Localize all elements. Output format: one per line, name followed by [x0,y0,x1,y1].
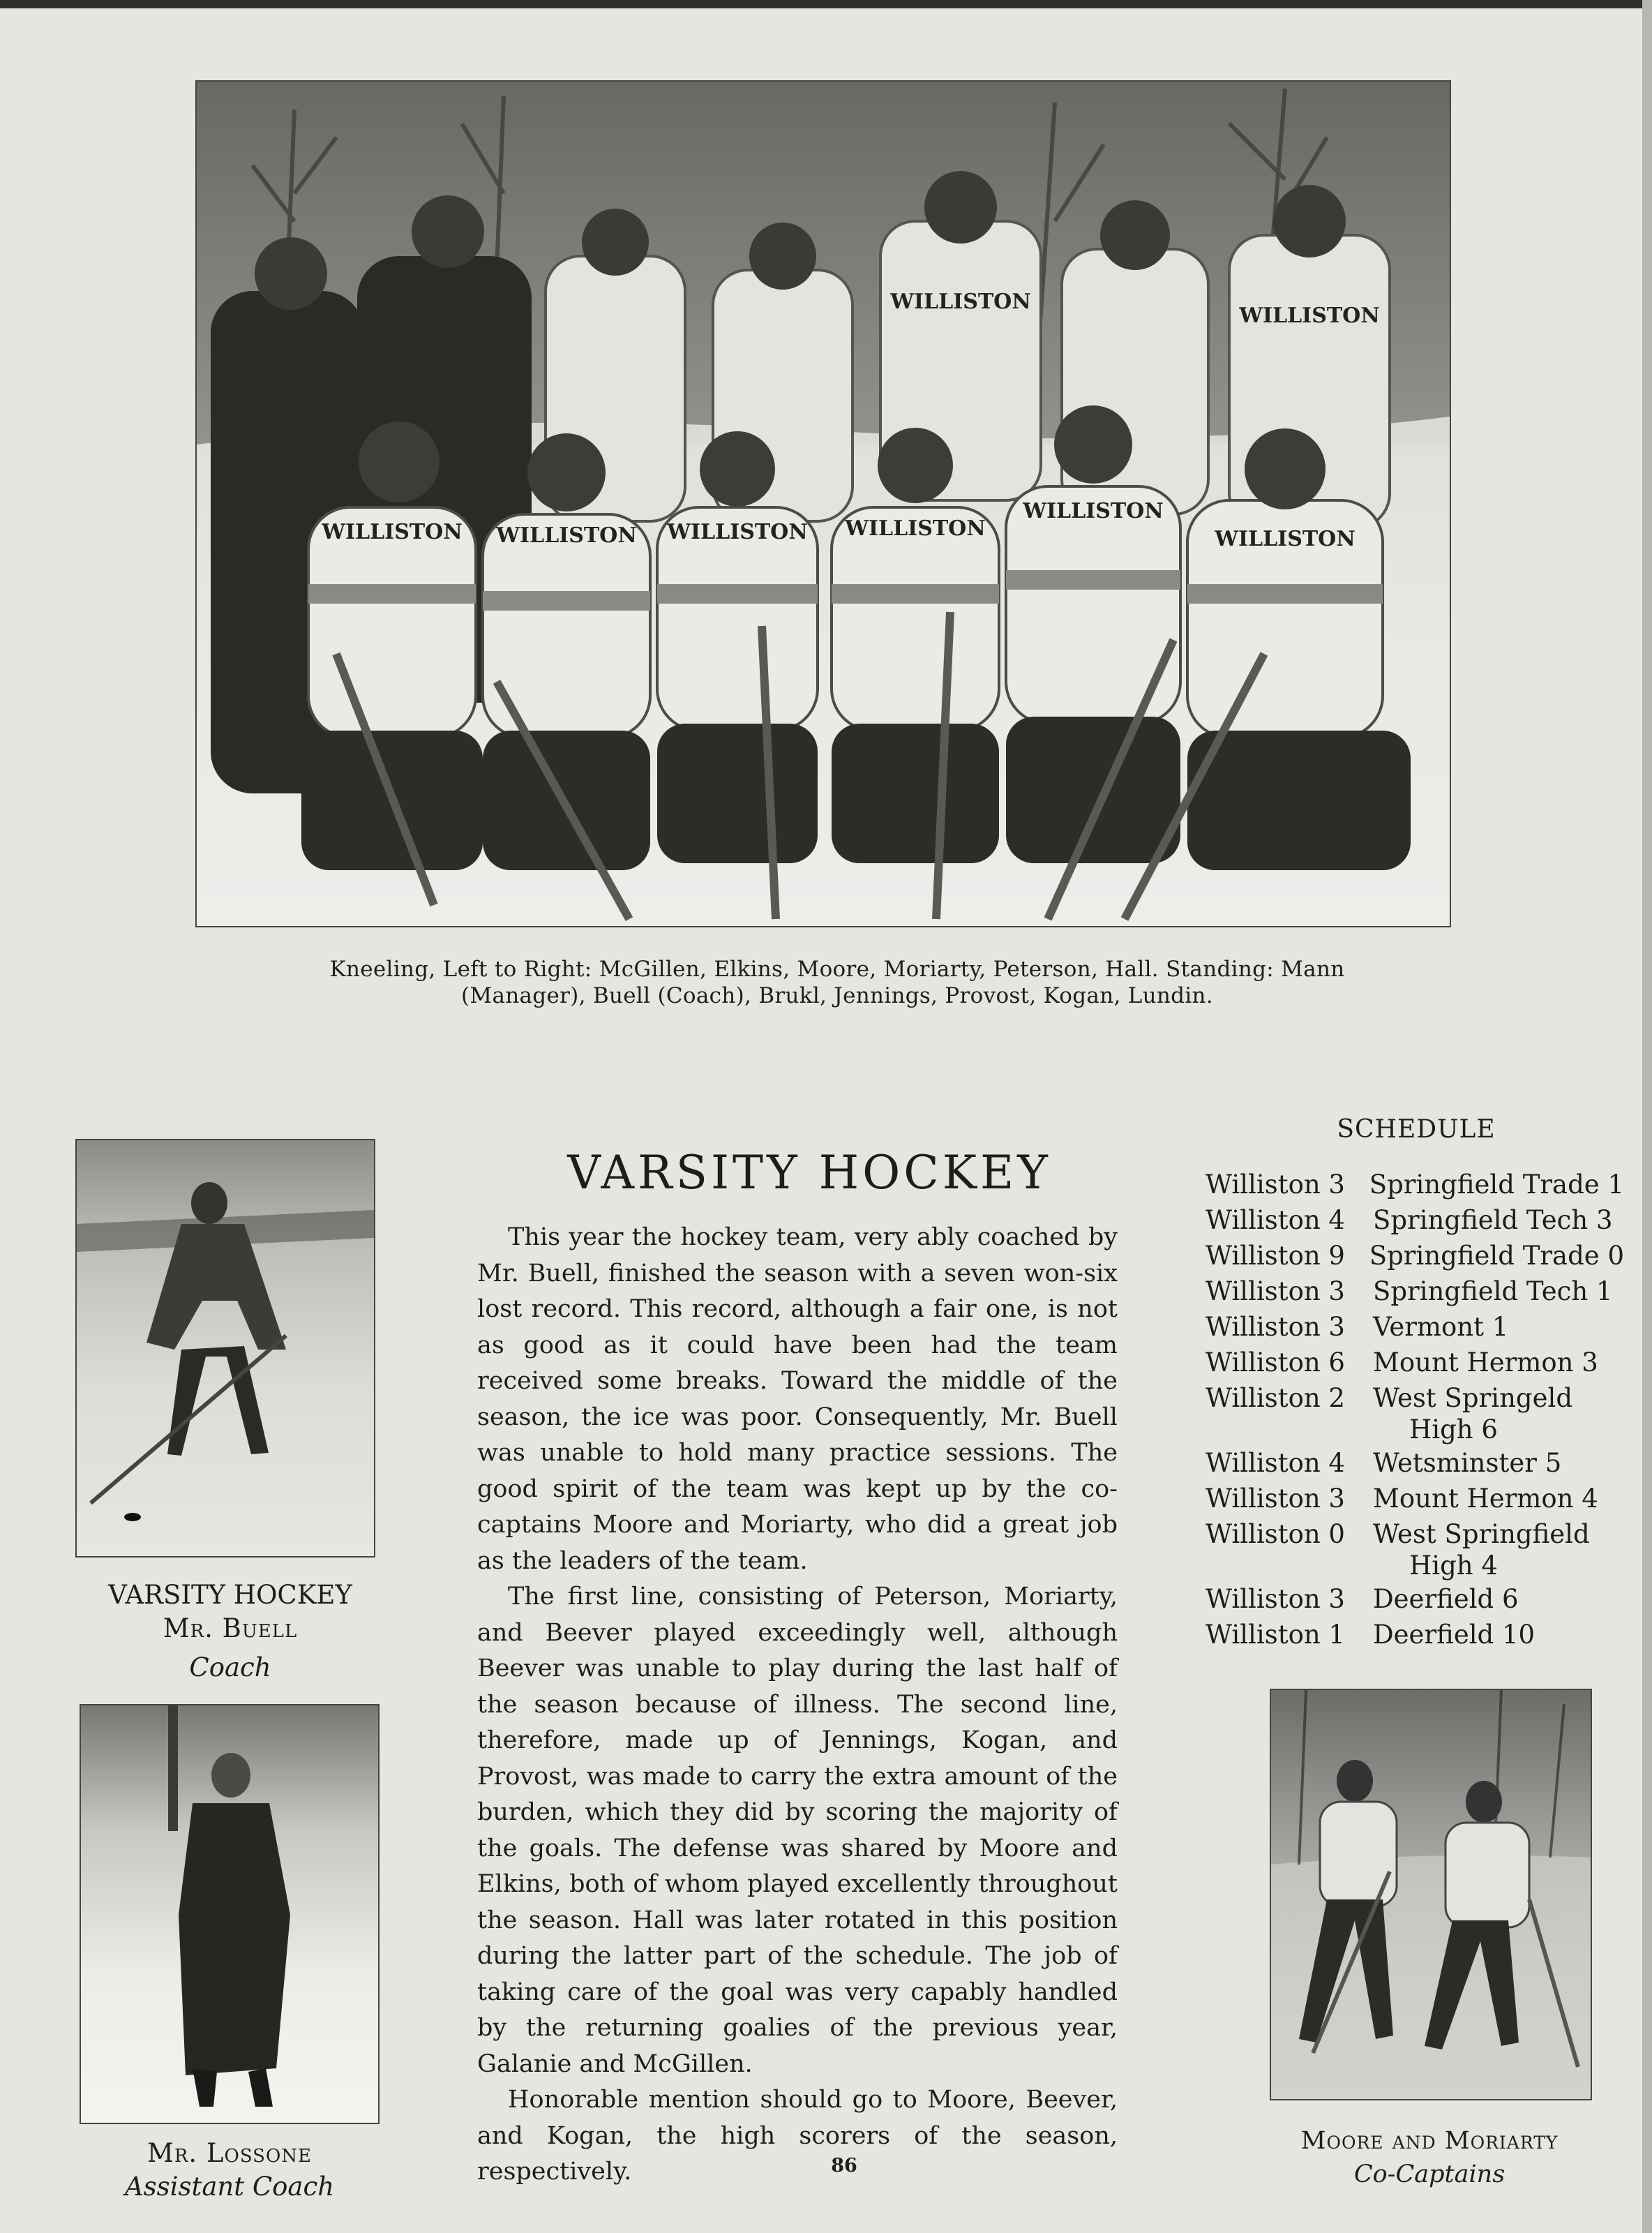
jersey-lettering: WILLISTON [322,520,463,544]
opponent-score: Vermont 1 [1373,1312,1509,1342]
schedule-row [1206,1516,1624,1581]
home-score: Williston 3 [1206,1276,1345,1306]
jersey-lettering: WILLISTON [496,523,637,548]
assistant-name: Mr. Lossone [147,2138,313,2168]
schedule-title: SCHEDULE [1337,1115,1496,1144]
home-score: Williston 3 [1206,1584,1345,1614]
coach-name: Mr. Buell [163,1613,298,1643]
coach-photo-illustration [77,1140,374,1556]
co-captains-photo-illustration [1271,1690,1591,2099]
schedule-row [1206,1345,1624,1380]
coach-heading: VARSITY HOCKEY [108,1580,352,1610]
opponent-score: Mount Hermon 3 [1373,1347,1598,1377]
assistant-caption [80,2137,380,2204]
opponent-score: Deerfield 10 [1373,1620,1535,1650]
schedule-row [1206,1202,1624,1238]
home-score: Williston 3 [1206,1484,1345,1514]
assistant-coach-photo-illustration [81,1705,378,2123]
jersey-lettering: WILLISTON [1239,304,1380,328]
article-body [477,1220,1118,2190]
assistant-role: Assistant Coach [124,2172,335,2202]
coach-photo [75,1139,375,1558]
page-edge-top [0,0,1652,8]
team-photo-illustration [197,82,1450,926]
schedule-row [1206,1581,1624,1617]
coach-role: Coach [189,1652,271,1682]
opponent-score: Springfield Trade 0 [1369,1241,1624,1271]
jersey-lettering: WILLISTON [845,516,986,541]
page-title: VARSITY HOCKEY [567,1146,1051,1200]
co-captains-photo [1270,1689,1592,2100]
jersey-lettering: WILLISTON [1215,527,1356,551]
schedule-row [1206,1167,1624,1202]
coach-caption [84,1578,377,1685]
captains-names: Moore and Moriarty [1300,2127,1559,2155]
jersey-lettering: WILLISTON [667,520,808,544]
jersey-lettering: WILLISTON [1023,499,1164,523]
home-score: Williston 0 [1206,1519,1345,1549]
schedule-row [1206,1481,1624,1516]
opponent-name: West Springfield [1373,1519,1590,1549]
opponent-name: West Springeld [1373,1383,1573,1413]
opponent-score: Deerfield 6 [1373,1584,1519,1614]
home-score: Williston 2 [1206,1383,1345,1413]
home-score: Williston 1 [1206,1620,1345,1650]
opponent-score: Springfield Tech 3 [1373,1205,1613,1235]
schedule-row [1206,1309,1624,1345]
opponent-score [1373,1516,1590,1581]
opponent-name-continued: High 4 [1409,1551,1498,1581]
opponent-score: Springfield Trade 1 [1369,1170,1624,1200]
paragraph: Honorable mention should go to Moore, Beever, and Kogan, the high scorers of the season, respectively. [477,2086,1118,2186]
schedule-list [1206,1167,1624,1652]
captains-role: Co-Captains [1353,2160,1505,2188]
schedule-row [1206,1380,1624,1445]
schedule-row [1206,1238,1624,1274]
opponent-score: Mount Hermon 4 [1373,1484,1598,1514]
photo-caption: Kneeling, Left to Right: McGillen, Elkins, Moore, Moriarty, Peterson, Hall. Standing: Mann (Manager), Buell (Coach), Brukl, Jennings, Provost, Kogan, Lundin. [329,957,1345,1008]
page-edge-right [1642,0,1652,2233]
home-score: Williston 4 [1206,1205,1345,1235]
home-score: Williston 4 [1206,1448,1345,1478]
opponent-score [1373,1380,1572,1445]
home-score: Williston 9 [1206,1241,1345,1271]
schedule-row [1206,1274,1624,1309]
schedule-row [1206,1445,1624,1481]
schedule-row [1206,1617,1624,1652]
home-score: Williston 3 [1206,1312,1345,1342]
paragraph: The first line, consisting of Peterson, Moriarty, and Beever played exceedingly well, although Beever was unable to play during the last half of the season because of illness. The second line, therefore, made up of Jennings, Kogan, and Provost, was made to carry the extra amount of the burden, which they did by scoring the majority of the goals. The defense was shared by Moore and Elkins, both of whom played excellently throughout the season. Hall was later rotated in this position during the latter part of the schedule. The job of taking care of the goal was very capably handled by the returning goalies of the previous year, Galanie and McGillen. [477,1583,1118,2078]
paragraph: This year the hockey team, very ably coached by Mr. Buell, finished the season with a seven won-six lost record. This record, although a fair one, is not as good as it could have been had the team received some breaks. Toward the middle of the season, the ice was poor. Consequently, Mr. Buell was unable to hold many practice sessions. The good spirit of the team was kept up by the co-captains Moore and Moriarty, who did a great job as the leaders of the team. [477,1223,1118,1575]
opponent-score: Springfield Tech 1 [1373,1276,1613,1306]
jersey-lettering: WILLISTON [890,290,1031,314]
captains-caption [1270,2124,1589,2191]
page-number: 86 [831,2155,857,2176]
home-score: Williston 3 [1206,1170,1345,1200]
home-score: Williston 6 [1206,1347,1345,1377]
opponent-score: Wetsminster 5 [1373,1448,1562,1478]
team-photo [195,80,1451,927]
opponent-name-continued: High 6 [1409,1414,1498,1444]
assistant-coach-photo [80,1704,380,2124]
